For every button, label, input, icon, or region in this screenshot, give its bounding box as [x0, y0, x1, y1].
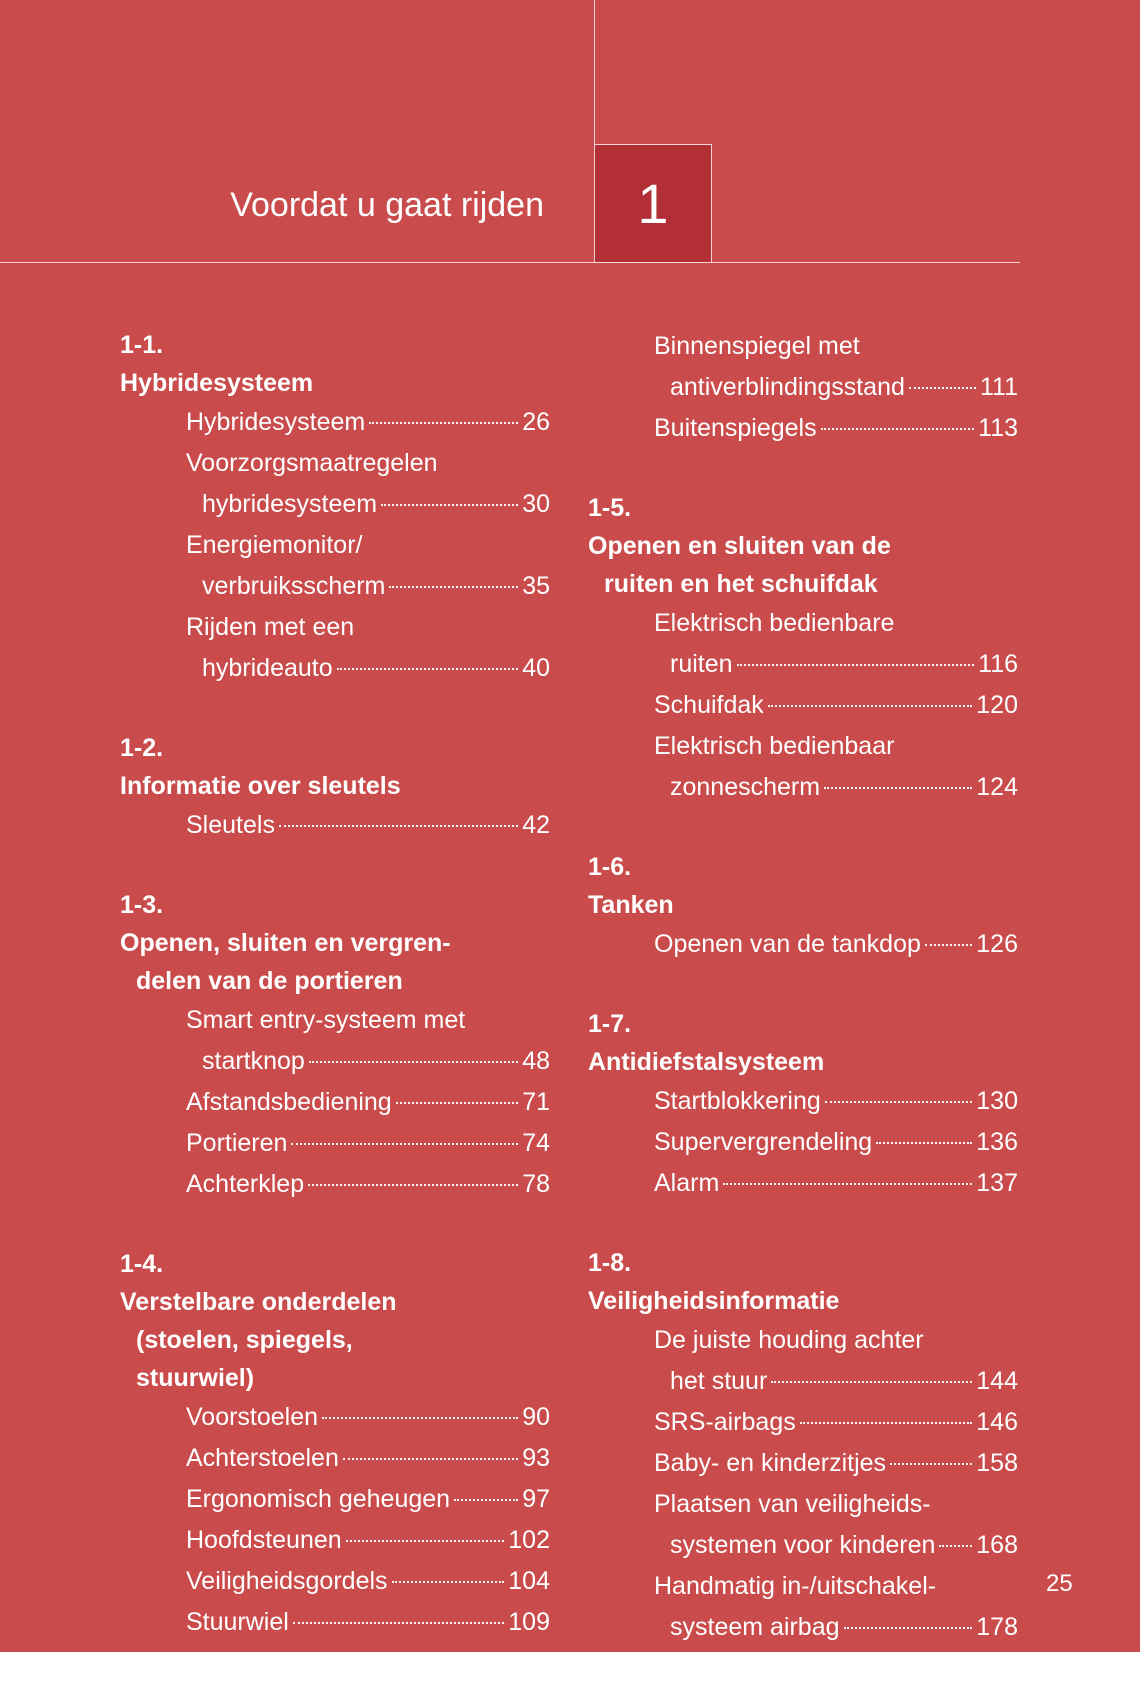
- dot-leader: [346, 1540, 505, 1542]
- entry-page-number: 97: [522, 1485, 550, 1513]
- entry-title-line: Energiemonitor/: [186, 531, 363, 559]
- toc-entry[interactable]: [654, 408, 1018, 449]
- entry-title-line: Binnenspiegel met: [654, 332, 860, 360]
- toc-entry[interactable]: [654, 1484, 1018, 1566]
- entry-title-line: Plaatsen van veiligheids-: [654, 1490, 931, 1518]
- toc-entry[interactable]: [186, 1123, 550, 1164]
- entry-title-line: ruiten: [670, 650, 733, 678]
- entry-title-line: Alarm: [654, 1169, 720, 1197]
- dot-leader: [293, 1622, 504, 1624]
- entry-list: [654, 1320, 1018, 1648]
- entry-title-row: [186, 1520, 550, 1561]
- toc-entry[interactable]: [654, 1320, 1018, 1402]
- dot-leader: [279, 825, 518, 827]
- dot-leader: [308, 1184, 518, 1186]
- entry-title-line: De juiste houding achter: [654, 1326, 924, 1354]
- entry-title-line: Buitenspiegels: [654, 414, 817, 442]
- section-title: [120, 767, 550, 805]
- toc-entry[interactable]: [654, 1122, 1018, 1163]
- entry-list: [186, 805, 550, 846]
- dot-leader: [844, 1627, 973, 1629]
- dot-leader: [454, 1499, 518, 1501]
- entry-title-line: Achterklep: [186, 1170, 305, 1198]
- entry-title-row: [186, 484, 550, 525]
- dot-leader: [337, 668, 519, 670]
- entry-title-line: systemen voor kinderen: [670, 1531, 936, 1559]
- toc-entry[interactable]: [654, 603, 1018, 685]
- entry-page-number: 48: [522, 1047, 550, 1075]
- entry-list: [654, 326, 1018, 449]
- entry-title-line: Afstandsbediening: [186, 1088, 392, 1116]
- entry-title-row: [186, 1602, 550, 1643]
- entry-title-row: [654, 1163, 1018, 1204]
- entry-title-line: Achterstoelen: [186, 1444, 339, 1472]
- entry-list: [186, 1000, 550, 1205]
- section-title-line: delen van de portieren: [136, 967, 403, 995]
- entry-page-number: 40: [522, 654, 550, 682]
- entry-title-row: [186, 1397, 550, 1438]
- toc-entry[interactable]: [654, 1163, 1018, 1204]
- section-title-line: (stoelen, spiegels,: [136, 1326, 353, 1354]
- entry-page-number: 146: [976, 1408, 1018, 1436]
- entry-list: [186, 402, 550, 689]
- entry-title-line: Baby- en kinderzitjes: [654, 1449, 887, 1477]
- entry-title-line: Ergonomisch geheugen: [186, 1485, 451, 1513]
- dot-leader: [925, 944, 972, 946]
- entry-title-line: Elektrisch bedienbaar: [654, 732, 895, 760]
- toc-entry[interactable]: [654, 924, 1018, 965]
- toc-entry[interactable]: [186, 402, 550, 443]
- toc-section: [588, 848, 1018, 965]
- section-number: 1-8.: [588, 1249, 632, 1277]
- section-heading[interactable]: [588, 1244, 1018, 1320]
- toc-section: [588, 326, 1018, 449]
- entry-title-line: hybridesysteem: [202, 490, 378, 518]
- entry-title-row: [186, 648, 550, 689]
- section-title: [588, 527, 1018, 603]
- toc-entry[interactable]: [654, 726, 1018, 808]
- entry-title-line: verbruiksscherm: [202, 572, 386, 600]
- entry-title-line: Openen van de tankdop: [654, 930, 921, 958]
- entry-title-line: Hoofdsteunen: [186, 1526, 342, 1554]
- entry-page-number: 109: [508, 1608, 550, 1636]
- toc-section: [588, 489, 1018, 808]
- toc-entry[interactable]: [186, 1602, 550, 1643]
- dot-leader: [800, 1422, 973, 1424]
- section-title: [588, 886, 1018, 924]
- dot-leader: [396, 1102, 518, 1104]
- toc-entry[interactable]: [186, 1520, 550, 1561]
- section-number: 1-1.: [120, 331, 164, 359]
- entry-page-number: 35: [522, 572, 550, 600]
- section-heading[interactable]: [120, 326, 550, 402]
- entry-title-line: Elektrisch bedienbare: [654, 609, 895, 637]
- page-number: 25: [1046, 1570, 1073, 1597]
- section-title-line: Informatie over sleutels: [120, 772, 401, 800]
- toc-entry[interactable]: [186, 805, 550, 846]
- dot-leader: [381, 504, 518, 506]
- toc-entry[interactable]: [654, 1081, 1018, 1122]
- chapter-number-tab: [594, 144, 712, 262]
- section-title-line: Openen en sluiten van de: [588, 532, 891, 560]
- entry-page-number: 78: [522, 1170, 550, 1198]
- entry-page-number: 124: [976, 773, 1018, 801]
- dot-leader: [737, 664, 975, 666]
- entry-title-line: systeem airbag: [670, 1613, 840, 1641]
- dot-leader: [392, 1581, 505, 1583]
- toc-section: [120, 1245, 550, 1643]
- entry-title-line: Portieren: [186, 1129, 288, 1157]
- toc-entry[interactable]: [186, 1082, 550, 1123]
- entry-title-line: Stuurwiel: [186, 1608, 289, 1636]
- toc-entry[interactable]: [186, 1397, 550, 1438]
- entry-title-row: [654, 1402, 1018, 1443]
- section-heading[interactable]: [120, 1245, 550, 1397]
- entry-page-number: 158: [976, 1449, 1018, 1477]
- entry-title-row: [654, 767, 1018, 808]
- section-number: 1-3.: [120, 891, 164, 919]
- entry-page-number: 26: [522, 408, 550, 436]
- entry-title-line: zonnescherm: [670, 773, 821, 801]
- toc-entry[interactable]: [186, 1479, 550, 1520]
- entry-title-row: [654, 1607, 1018, 1648]
- entry-title-row: [654, 685, 1018, 726]
- entry-title-line: SRS-airbags: [654, 1408, 796, 1436]
- entry-title-row: [654, 1122, 1018, 1163]
- dot-leader: [291, 1143, 518, 1145]
- entry-title-line: Sleutels: [186, 811, 275, 839]
- entry-title-row: [654, 408, 1018, 449]
- entry-title-line: Rijden met een: [186, 613, 355, 641]
- section-title-line: ruiten en het schuifdak: [604, 570, 878, 598]
- entry-title-line: antiverblindingsstand: [670, 373, 905, 401]
- entry-page-number: 90: [522, 1403, 550, 1431]
- entry-title-line: het stuur: [670, 1367, 768, 1395]
- section-number: 1-7.: [588, 1010, 632, 1038]
- entry-page-number: 111: [979, 373, 1018, 401]
- entry-title-line: Handmatig in-/uitschakel-: [654, 1572, 937, 1600]
- toc-section: [588, 1005, 1018, 1204]
- entry-title-row: [654, 1081, 1018, 1122]
- toc-section: [588, 1244, 1018, 1648]
- entry-title-row: [186, 1438, 550, 1479]
- toc-entry[interactable]: [654, 326, 1018, 408]
- entry-page-number: 74: [522, 1129, 550, 1157]
- entry-page-number: 113: [978, 414, 1018, 442]
- toc-entry[interactable]: [654, 1402, 1018, 1443]
- entry-title-row: [186, 1082, 550, 1123]
- chapter-number: 1: [637, 172, 669, 235]
- toc-entry[interactable]: [654, 1566, 1018, 1648]
- dot-leader: [824, 787, 972, 789]
- entry-page-number: 168: [976, 1531, 1018, 1559]
- entry-page-number: 136: [976, 1128, 1018, 1156]
- entry-page-number: 130: [976, 1087, 1018, 1115]
- section-number: 1-5.: [588, 494, 632, 522]
- entry-title-row: [186, 805, 550, 846]
- section-number: 1-2.: [120, 734, 164, 762]
- entry-page-number: 126: [976, 930, 1018, 958]
- entry-page-number: 71: [522, 1088, 550, 1116]
- dot-leader: [890, 1463, 972, 1465]
- entry-page-number: 42: [522, 811, 550, 839]
- entry-list: [654, 924, 1018, 965]
- entry-title-row: [654, 1361, 1018, 1402]
- chapter-title: Voordat u gaat rijden: [230, 186, 544, 224]
- dot-leader: [939, 1545, 972, 1547]
- section-title: [588, 1043, 1018, 1081]
- entry-page-number: 178: [976, 1613, 1018, 1641]
- section-heading[interactable]: [588, 1005, 1018, 1081]
- section-heading[interactable]: [120, 729, 550, 805]
- toc-entry[interactable]: [186, 607, 550, 689]
- section-title-line: Tanken: [588, 891, 674, 919]
- toc-column-left: [120, 326, 550, 1683]
- section-number: 1-4.: [120, 1250, 164, 1278]
- toc-section: [120, 729, 550, 846]
- dot-leader: [821, 428, 975, 430]
- entry-title-row: [186, 1479, 550, 1520]
- section-title-line: Hybridesysteem: [120, 369, 314, 397]
- section-title: [120, 1283, 550, 1397]
- entry-title-row: [186, 566, 550, 607]
- entry-page-number: 116: [978, 650, 1018, 678]
- dot-leader: [909, 387, 976, 389]
- entry-title-line: Voorstoelen: [186, 1403, 319, 1431]
- entry-title-line: Schuifdak: [654, 691, 764, 719]
- section-title-line: Verstelbare onderdelen: [120, 1288, 397, 1316]
- toc-column-right: [588, 326, 1018, 1688]
- entry-title-row: [654, 644, 1018, 685]
- section-title-line: Veiligheidsinformatie: [588, 1287, 840, 1315]
- entry-title-line: hybrideauto: [202, 654, 333, 682]
- section-title: [120, 364, 550, 402]
- dot-leader: [322, 1417, 518, 1419]
- section-title-line: stuurwiel): [136, 1364, 255, 1392]
- toc-section: [120, 326, 550, 689]
- entry-title-row: [186, 1123, 550, 1164]
- section-number: 1-6.: [588, 853, 632, 881]
- toc-entry[interactable]: [186, 525, 550, 607]
- entry-title-row: [654, 924, 1018, 965]
- entry-title-line: Hybridesysteem: [186, 408, 366, 436]
- entry-list: [186, 1397, 550, 1643]
- toc-entry[interactable]: [186, 1000, 550, 1082]
- entry-title-row: [654, 1443, 1018, 1484]
- entry-page-number: 104: [508, 1567, 550, 1595]
- section-heading[interactable]: [588, 489, 1018, 603]
- header-divider-horizontal: [0, 262, 1020, 263]
- dot-leader: [723, 1183, 972, 1185]
- entry-page-number: 93: [522, 1444, 550, 1472]
- entry-list: [654, 1081, 1018, 1204]
- section-title: [120, 924, 550, 1000]
- dot-leader: [309, 1061, 518, 1063]
- dot-leader: [825, 1101, 973, 1103]
- dot-leader: [876, 1142, 972, 1144]
- section-title-line: Openen, sluiten en vergren-: [120, 929, 451, 957]
- dot-leader: [389, 586, 518, 588]
- toc-section: [120, 886, 550, 1205]
- dot-leader: [343, 1458, 518, 1460]
- entry-title-row: [654, 1525, 1018, 1566]
- entry-title-line: Voorzorgsmaatregelen: [186, 449, 438, 477]
- entry-title-row: [186, 1041, 550, 1082]
- section-title-line: Antidiefstalsysteem: [588, 1048, 825, 1076]
- entry-title-row: [186, 1164, 550, 1205]
- entry-page-number: 137: [976, 1169, 1018, 1197]
- entry-page-number: 102: [508, 1526, 550, 1554]
- dot-leader: [768, 705, 972, 707]
- entry-page-number: 144: [976, 1367, 1018, 1395]
- entry-list: [654, 603, 1018, 808]
- entry-title-row: [186, 402, 550, 443]
- entry-page-number: 30: [522, 490, 550, 518]
- entry-title-line: startknop: [202, 1047, 305, 1075]
- entry-title-row: [186, 1561, 550, 1602]
- dot-leader: [771, 1381, 972, 1383]
- entry-title-line: Supervergrendeling: [654, 1128, 873, 1156]
- section-title: [588, 1282, 1018, 1320]
- toc-entry[interactable]: [186, 1438, 550, 1479]
- dot-leader: [369, 422, 518, 424]
- section-heading[interactable]: [588, 848, 1018, 924]
- entry-title-row: [654, 367, 1018, 408]
- toc-entry[interactable]: [186, 1561, 550, 1602]
- toc-entry[interactable]: [186, 1164, 550, 1205]
- entry-title-line: Smart entry-systeem met: [186, 1006, 466, 1034]
- toc-entry[interactable]: [654, 685, 1018, 726]
- toc-entry[interactable]: [186, 443, 550, 525]
- entry-title-line: Startblokkering: [654, 1087, 821, 1115]
- section-heading[interactable]: [120, 886, 550, 1000]
- toc-entry[interactable]: [654, 1443, 1018, 1484]
- entry-page-number: 120: [976, 691, 1018, 719]
- entry-title-line: Veiligheidsgordels: [186, 1567, 388, 1595]
